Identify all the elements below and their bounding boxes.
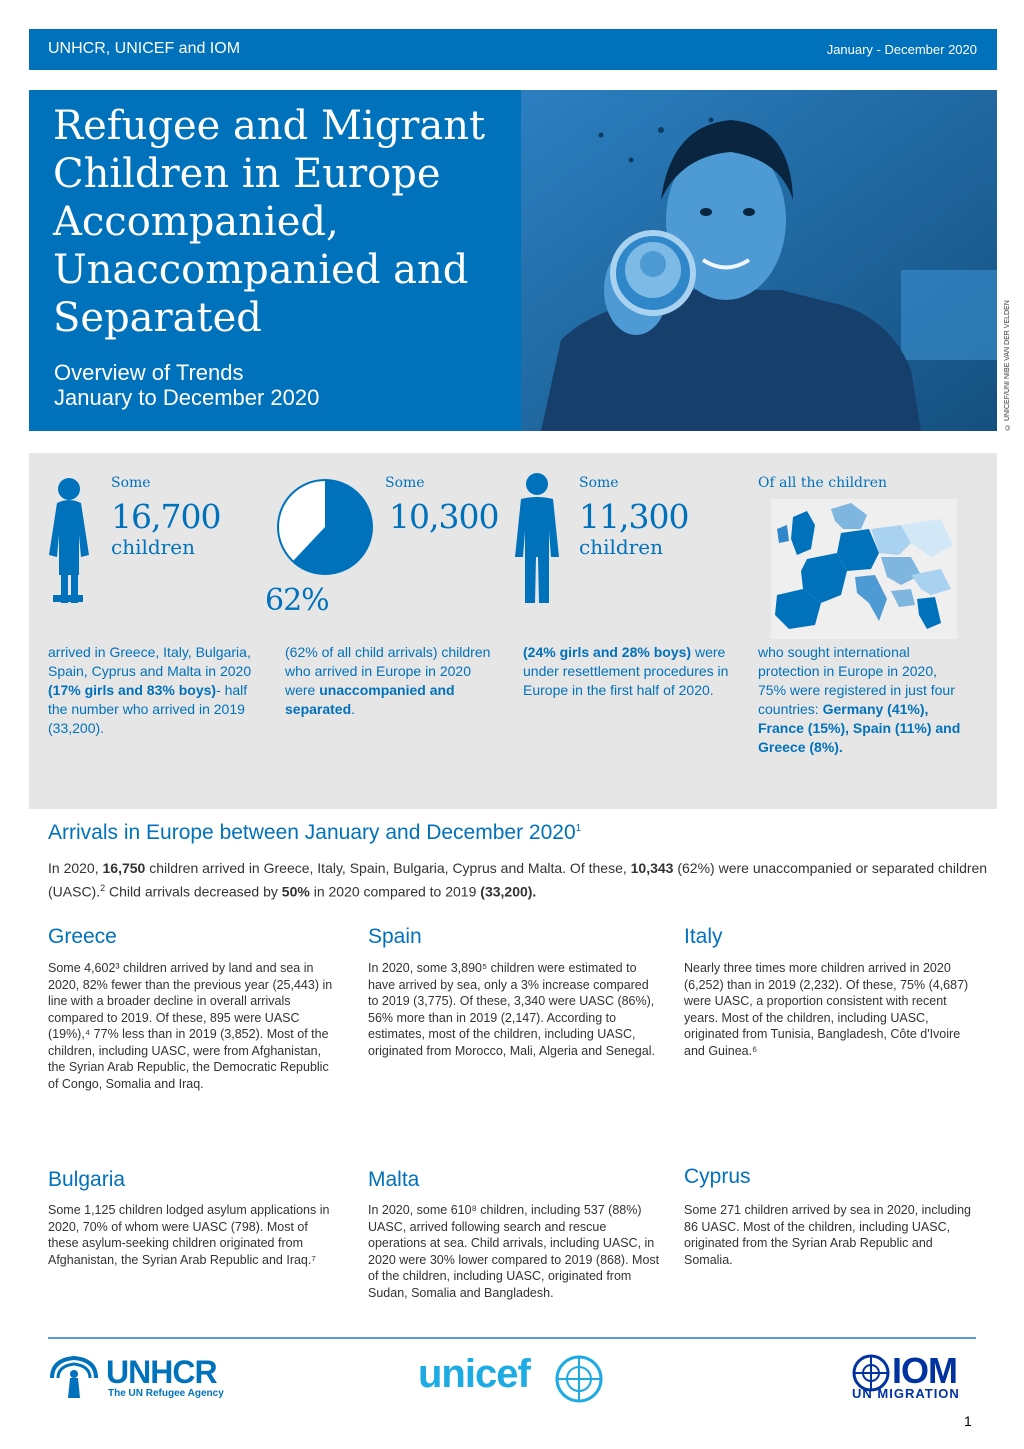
arrivals-intro [48,858,988,902]
title-line: Refugee and Migrant [53,103,486,149]
desc-emphasis: (17% girls and 83% boys) [48,682,217,698]
stat-prefix: Some [385,475,425,491]
intro-text: children arrived in Greece, Italy, Spain, Bulgaria, Cyprus and Malta. Of these, [145,860,631,876]
stat-prefix: Some [111,475,151,491]
top-banner [29,29,997,70]
footer-divider [48,1337,976,1339]
desc-text: were under resettlement procedures in Europe in the first half of 2020. [523,644,729,698]
hero [29,90,997,431]
unicef-emblem-icon [554,1354,604,1404]
desc-text: - half the number who arrived in 2019 (33,200). [48,682,248,736]
country-text-malta: In 2020, some 610⁸ children, including 537 (88%) UASC, arrived following search and rescue operations at sea. Child arrivals, including UASC, in 2020 were 30% lower compared to 2019 (868). Most of the children, including UASC, originated from Sudan, Somalia and Bangladesh. [368,1203,660,1300]
iom-wordmark: IOM [892,1350,957,1391]
desc-text: . [351,701,356,717]
intro-text: In 2020, [48,860,103,876]
desc-text: (62% of all child arrivals) children who arrived in Europe in 2020 were [285,644,491,698]
arrivals-section-title [48,821,581,845]
stat-number: 16,700 [111,497,221,536]
desc-text: who sought international protection in Europe in 2020, 75% were registered in just four countries: [758,644,955,717]
unicef-logo [418,1352,608,1402]
intro-emphasis: 16,750 [102,860,146,876]
desc-emphasis: (24% girls and 28% boys) [523,644,692,660]
pie-percent-label: 62% [265,583,329,618]
country-text-italy: Nearly three times more children arrived in 2020 (6,252) than in 2019 (2,232). Of these, 75% (4,687) were UASC, a proportion consistent with recent years. Most of the children, including UASC, originated from Tunisia, Bangladesh, Côte d'Ivoire and Guinea.⁶ [684,961,969,1058]
europe-map-image [771,499,957,639]
country-heading-spain: Spain [368,925,422,948]
iom-tagline: UN MIGRATION [852,1386,960,1401]
stat-prefix: Some [579,475,619,491]
unhcr-tagline: The UN Refugee Agency [108,1388,224,1399]
unicef-wordmark: unicef [418,1352,530,1396]
title-line: Unaccompanied and [53,247,469,293]
stat-description [285,643,505,719]
page-subtitle [54,360,319,410]
footnote-marker: 1 [575,823,582,834]
stat-number: 11,300 [579,497,689,536]
stat-description [758,643,963,757]
country-heading-greece: Greece [48,925,117,948]
country-heading-cyprus: Cyprus [684,1165,751,1188]
country-heading-malta: Malta [368,1168,420,1191]
page-number: 1 [964,1413,972,1429]
country-heading-bulgaria: Bulgaria [48,1168,126,1191]
title-line: Accompanied, [53,199,339,245]
stat-description [48,643,260,738]
stat-unit: children [579,535,663,559]
boy-silhouette-icon [511,471,563,611]
country-text-cyprus: Some 271 children arrived by sea in 2020, including 86 UASC. Most of the children, including UASC, originated from the Syrian Arab Republic and Somalia. [684,1203,971,1267]
page-title [53,102,513,342]
stat-prefix: Of all the children [758,475,888,491]
intro-emphasis: 10,343 [630,860,674,876]
photo-credit: © UNICEF/UNI NIBE VAN DER VELDEN [1004,300,1011,430]
stat-unit: children [111,535,195,559]
intro-text: Child arrivals decreased by [105,883,282,900]
stat-description [523,643,733,700]
section-title-text: Arrivals in Europe between January and December 2020 [48,821,576,844]
key-figures-panel [29,453,997,809]
intro-text: in 2020 compared to 2019 [309,883,481,900]
intro-emphasis: 50% [281,883,310,900]
intro-emphasis: (33,200). [480,883,537,900]
country-text-spain: In 2020, some 3,890⁵ children were estimated to have arrived by sea, only a 3% increase compared to 2019 (3,775). Of these, 3,340 were UASC (86%), 56% more than in 2019 (2,147). According to estimates, most of the children, including UASC, originated from Morocco, Mali, Algeria and Senegal. [368,961,655,1058]
desc-emphasis: Germany (41%), France (15%), Spain (11%) and Greece (8%). [758,701,961,755]
hero-title-panel [29,90,521,431]
subtitle-line: Overview of Trends [54,360,244,385]
hero-photo [521,90,997,431]
boy-holding-photo-image [521,90,997,431]
stat-number: 10,300 [389,497,499,536]
unaccompanied-share-pie-chart [275,477,375,577]
unhcr-emblem-icon [48,1354,100,1402]
title-line: Separated [53,295,262,341]
period-label: January - December 2020 [826,42,977,57]
unhcr-logo [48,1354,238,1402]
organizations-label: UNHCR, UNICEF and IOM [48,40,241,57]
country-heading-italy: Italy [684,925,723,948]
title-line: Children in Europe [53,151,441,197]
country-text-greece: Some 4,602³ children arrived by land and sea in 2020, 82% fewer than the previous year (25,443) in line with a broader decline in overall arrivals compared to 2019. Of these, 895 were UASC (19%),⁴ 77% less than in 2019 (3,852). Most of the children, including UASC, were from Afghanistan, the Syrian Arab Republic, the Democratic Republic of Congo, Somalia and Iraq. [48,961,333,1091]
subtitle-line: January to December 2020 [54,385,320,410]
unhcr-wordmark: UNHCR [106,1354,217,1390]
iom-logo [850,1352,980,1404]
desc-emphasis: unaccompanied and separated [285,682,455,717]
girl-silhouette-icon [45,475,93,607]
desc-text: arrived in Greece, Italy, Bulgaria, Spain, Cyprus and Malta in 2020 [48,644,252,679]
footnote-marker: 2 [100,883,106,893]
country-text-bulgaria: Some 1,125 children lodged asylum applications in 2020, 70% of whom were UASC (798). Most of these asylum-seeking children originated from Afghanistan, the Syrian Arab Republic and Iraq.⁷ [48,1203,330,1267]
intro-text: (62%) were unaccompanied or separated children (UASC). [48,860,988,900]
